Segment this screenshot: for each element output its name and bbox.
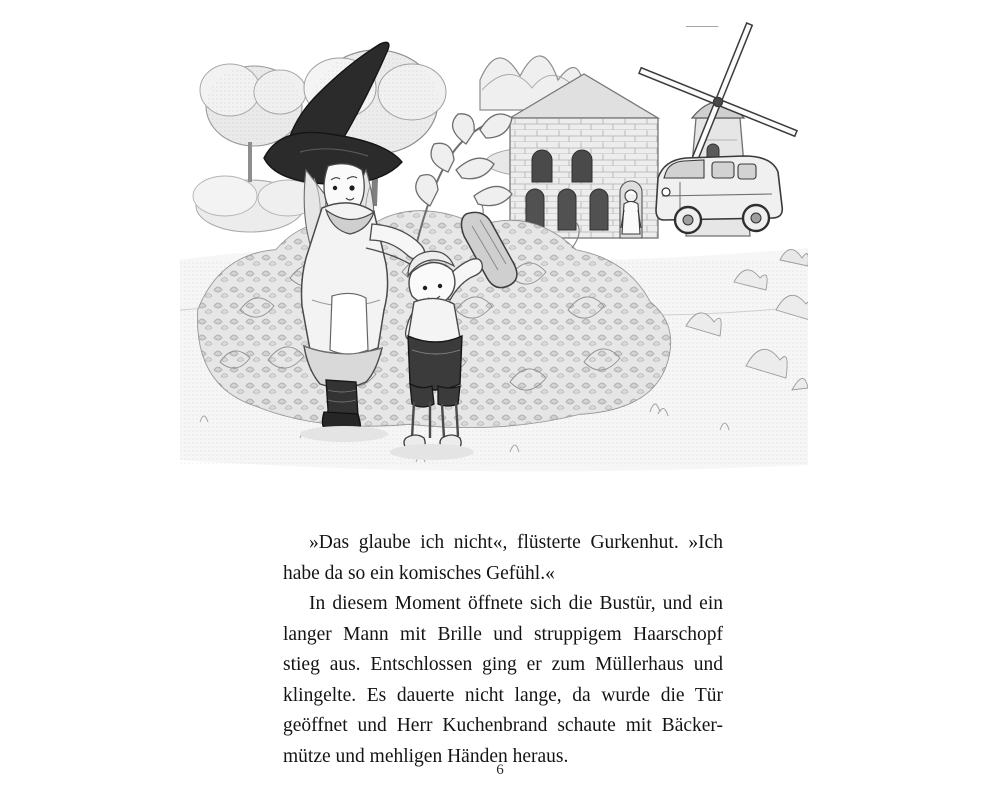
page-number: 6 [496,762,504,778]
witch-boots [322,380,360,432]
illustration-svg [180,10,808,480]
illustration-witch-and-boy-in-cucumber-patch [180,10,808,480]
body-text [283,528,723,772]
house-windows-lower [526,189,608,230]
paragraph-1: »Das glaube ich nicht«, flüsterte Gurkenhut. »Ich habe da so ein komisches Gefühl.« [283,532,723,584]
boy-head [408,251,455,304]
paragraph-2: In diesem Moment öffnete sich die Bustür, und ein langer Mann mit Brille und struppigem Haarschopf stieg aus. Entschlossen ging er zum Müllerhaus und klingelte. Es dauerte nicht lange, da wurde die Tür geöffnet und Herr Kuchenbrand schaute mit Bäcker-mütze und mehligen Händen heraus. [283,593,723,767]
boy-shirt [408,298,460,344]
